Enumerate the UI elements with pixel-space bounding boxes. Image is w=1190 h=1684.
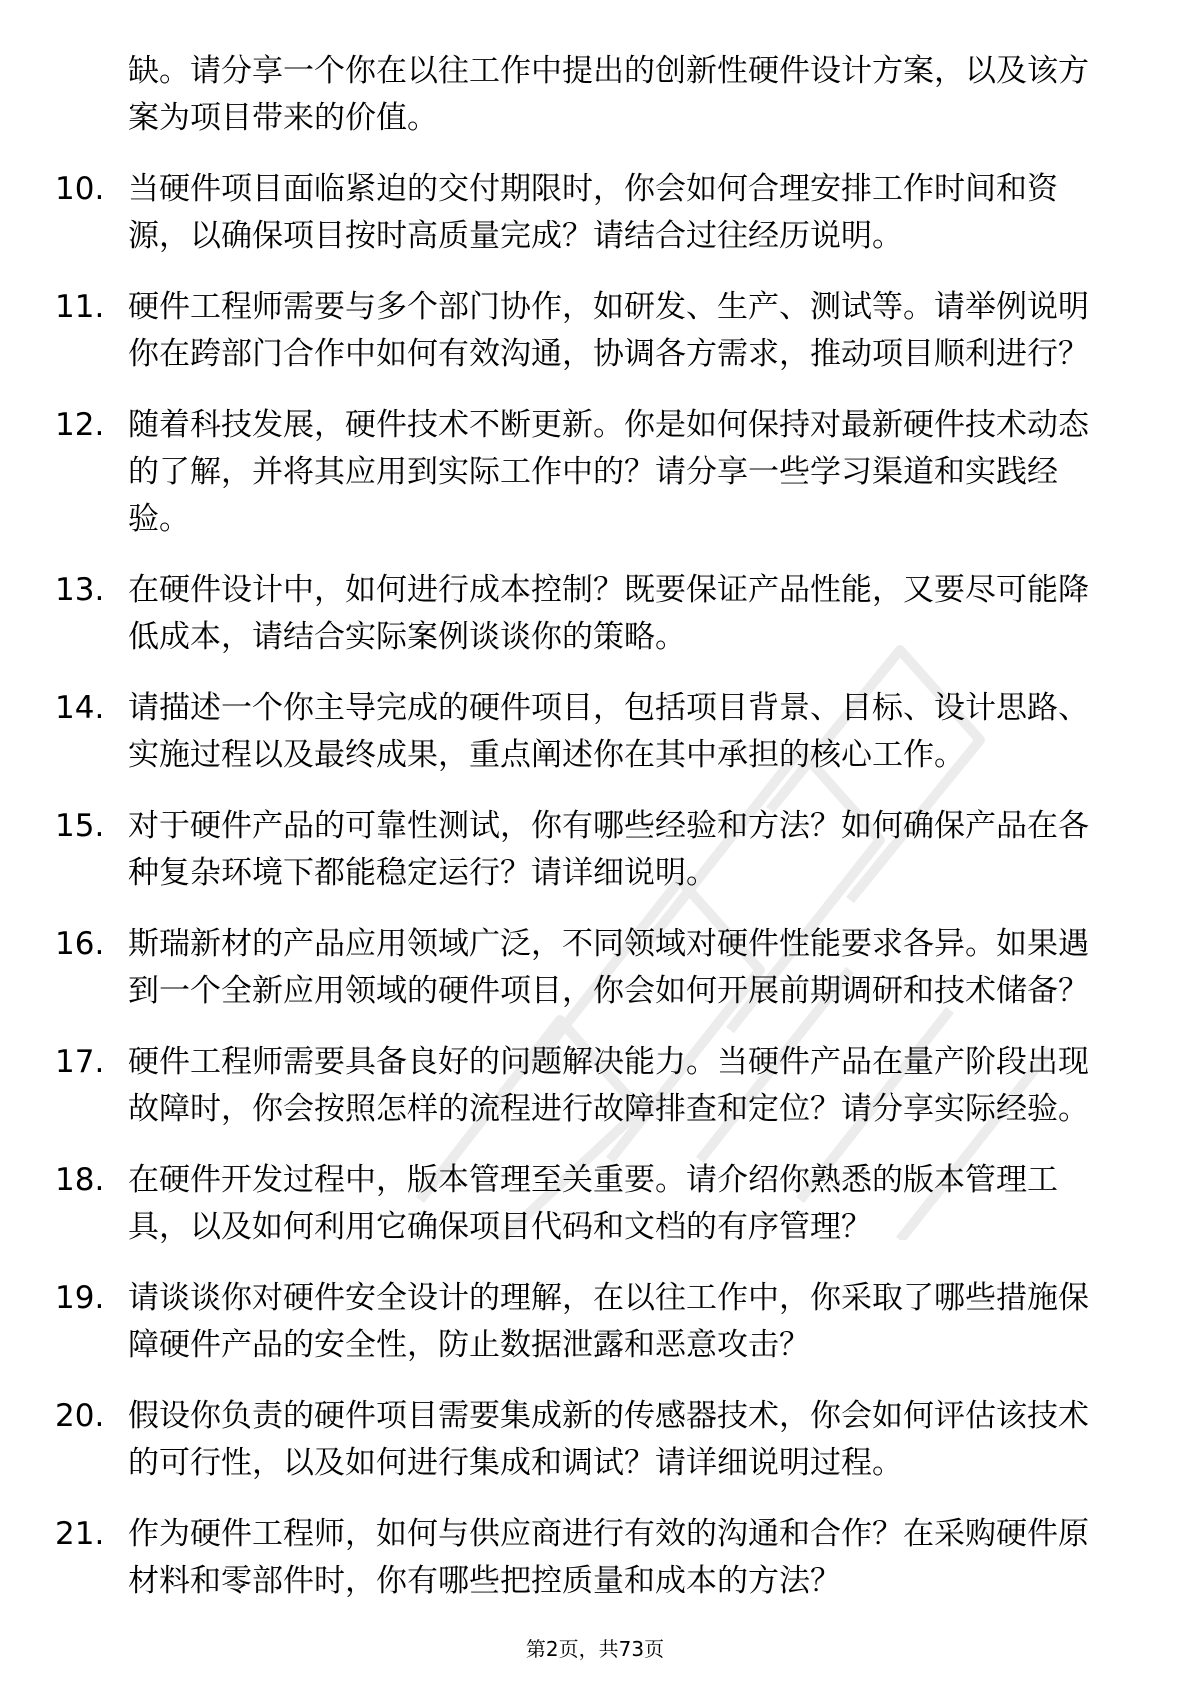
question-text: 随着科技发展，硬件技术不断更新。你是如何保持对最新硬件技术动态的了解，并将其应用到实际工作中的？请分享一些学习渠道和实践经验。 [128,407,1089,537]
question-item-15 [55,803,1115,897]
question-list [55,48,1115,1629]
question-text: 当硬件项目面临紧迫的交付期限时，你会如何合理安排工作时间和资源，以确保项目按时高质量完成？请结合过往经历说明。 [128,171,1058,254]
question-item-21 [55,1511,1115,1605]
question-number: 17. [55,1044,105,1080]
question-number: 12. [55,407,105,443]
question-text: 缺。请分享一个你在以往工作中提出的创新性硬件设计方案，以及该方案为项目带来的价值。 [128,53,1089,136]
question-text: 请描述一个你主导完成的硬件项目，包括项目背景、目标、设计思路、实施过程以及最终成果，重点阐述你在其中承担的核心工作。 [128,690,1089,773]
question-item-16 [55,921,1115,1015]
page-footer [0,1635,1190,1663]
question-item-13 [55,567,1115,661]
question-number: 11. [55,289,105,325]
question-text: 硬件工程师需要具备良好的问题解决能力。当硬件产品在量产阶段出现故障时，你会按照怎样的流程进行故障排查和定位？请分享实际经验。 [128,1044,1089,1127]
question-number: 13. [55,572,105,608]
question-number: 15. [55,808,105,844]
page-number-label: 第2页，共73页 [525,1637,665,1661]
question-text: 在硬件设计中，如何进行成本控制？既要保证产品性能，又要尽可能降低成本，请结合实际案例谈谈你的策略。 [128,572,1089,655]
question-number: 14. [55,690,105,726]
question-number: 20. [55,1398,105,1434]
question-number: 19. [55,1280,105,1316]
question-text: 请谈谈你对硬件安全设计的理解，在以往工作中，你采取了哪些措施保障硬件产品的安全性，防止数据泄露和恶意攻击？ [128,1280,1089,1363]
question-text: 假设你负责的硬件项目需要集成新的传感器技术，你会如何评估该技术的可行性，以及如何进行集成和调试？请详细说明过程。 [128,1398,1089,1481]
question-number: 21. [55,1516,105,1552]
question-text: 斯瑞新材的产品应用领域广泛，不同领域对硬件性能要求各异。如果遇到一个全新应用领域的硬件项目，你会如何开展前期调研和技术储备？ [128,926,1089,1009]
question-number: 10. [55,171,105,207]
question-item-12 [55,402,1115,543]
question-number: 16. [55,926,105,962]
question-item-19 [55,1275,1115,1369]
question-item-14 [55,685,1115,779]
question-text: 对于硬件产品的可靠性测试，你有哪些经验和方法？如何确保产品在各种复杂环境下都能稳定运行？请详细说明。 [128,808,1089,891]
question-number: 18. [55,1162,105,1198]
question-item-20 [55,1393,1115,1487]
question-text: 硬件工程师需要与多个部门协作，如研发、生产、测试等。请举例说明你在跨部门合作中如何有效沟通，协调各方需求，推动项目顺利进行？ [128,289,1089,372]
question-text: 作为硬件工程师，如何与供应商进行有效的沟通和合作？在采购硬件原材料和零部件时，你有哪些把控质量和成本的方法？ [128,1516,1089,1599]
question-item-17 [55,1039,1115,1133]
question-item-10 [55,166,1115,260]
question-item-11 [55,284,1115,378]
question-item-18 [55,1157,1115,1251]
question-text: 在硬件开发过程中，版本管理至关重要。请介绍你熟悉的版本管理工具，以及如何利用它确保项目代码和文档的有序管理？ [128,1162,1058,1245]
question-item-9-continued [55,48,1115,142]
